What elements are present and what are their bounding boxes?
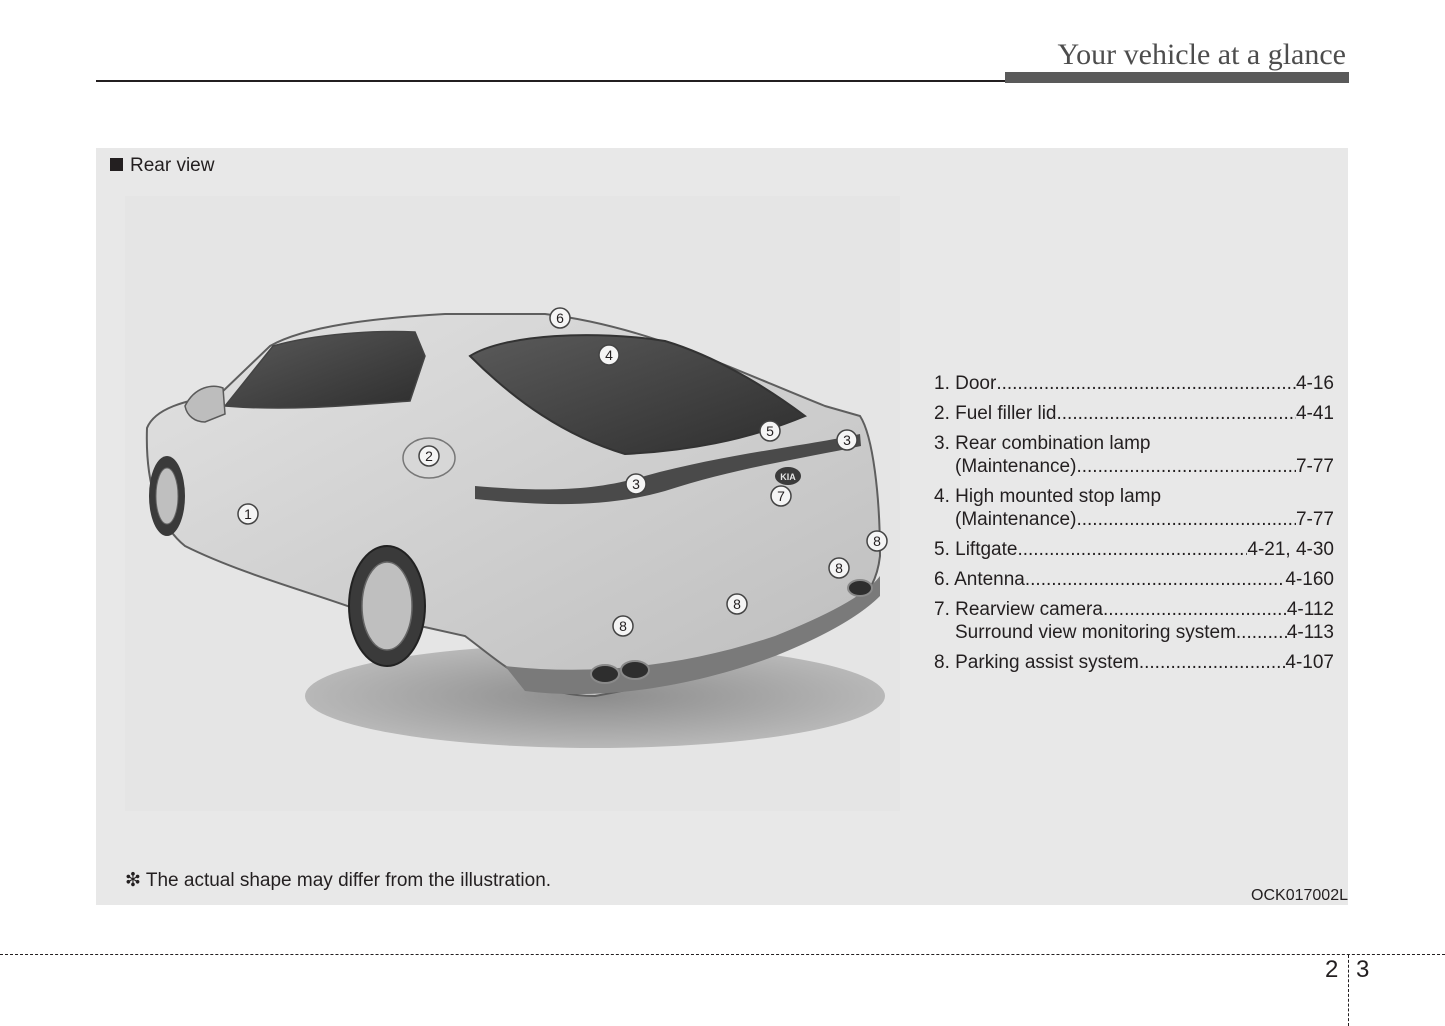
legend-label: 7. Rearview camera — [934, 599, 1103, 620]
callout-1 — [238, 504, 258, 524]
legend-item-rearview-camera — [934, 598, 1334, 644]
leader-dots — [1076, 455, 1296, 478]
legend-line — [934, 538, 1334, 561]
brand-badge-text: KIA — [780, 472, 796, 482]
legend-line — [934, 485, 1334, 508]
svg-text:5: 5 — [766, 423, 774, 439]
exhaust-left-2 — [621, 661, 649, 679]
leader-dots — [1139, 651, 1286, 674]
chapter-number: 2 — [1325, 956, 1339, 983]
legend-line — [934, 651, 1334, 674]
legend-page-ref: 4-16 — [1295, 373, 1334, 394]
legend-line — [934, 432, 1334, 455]
side-windows — [225, 332, 425, 409]
svg-text:3: 3 — [843, 432, 851, 448]
car-illustration-svg — [125, 196, 900, 811]
callout-3a — [626, 474, 646, 494]
legend-item-rear-combination-lamp — [934, 432, 1334, 478]
svg-text:2: 2 — [425, 448, 433, 464]
legend-label: (Maintenance) — [955, 509, 1077, 530]
svg-text:8: 8 — [835, 560, 843, 576]
svg-text:8: 8 — [733, 596, 741, 612]
legend-label: 5. Liftgate — [934, 539, 1018, 560]
svg-text:1: 1 — [244, 506, 252, 522]
illustration-disclaimer: ❇ The actual shape may differ from the illustration. — [125, 870, 552, 891]
header-rule-accent — [1005, 72, 1349, 83]
svg-text:4: 4 — [605, 347, 613, 363]
leader-dots — [1103, 598, 1287, 621]
callout-4 — [599, 345, 619, 365]
page-number: 3 — [1356, 956, 1370, 983]
exhaust-left-1 — [591, 665, 619, 683]
section-heading — [110, 155, 214, 177]
leader-dots — [1025, 568, 1286, 591]
callout-8d — [867, 531, 887, 551]
legend-label: 1. Door — [934, 373, 997, 394]
image-code: OCK017002L — [1251, 887, 1348, 904]
legend-label: Surround view monitoring system — [955, 622, 1236, 643]
legend-item-door — [934, 372, 1334, 395]
svg-text:8: 8 — [873, 533, 881, 549]
legend-label: 8. Parking assist system — [934, 652, 1139, 673]
leader-dots — [1017, 538, 1247, 561]
svg-text:3: 3 — [632, 476, 640, 492]
callout-6 — [550, 308, 570, 328]
legend-page-ref: 4-41 — [1295, 403, 1334, 424]
svg-text:7: 7 — [777, 488, 785, 504]
bullet-square-icon — [110, 158, 123, 171]
legend-page-ref: 4-112 — [1286, 599, 1334, 620]
rear-wheel-rim — [362, 562, 412, 650]
callout-8c — [829, 558, 849, 578]
content-panel — [96, 148, 1348, 905]
legend-label: 2. Fuel filler lid — [934, 403, 1057, 424]
callout-5 — [760, 421, 780, 441]
component-legend — [934, 372, 1334, 681]
legend-item-antenna — [934, 568, 1334, 591]
legend-line — [934, 372, 1334, 395]
callout-3b — [837, 430, 857, 450]
legend-page-ref: 4-21, 4-30 — [1247, 539, 1334, 560]
callout-2 — [419, 446, 439, 466]
svg-text:8: 8 — [619, 618, 627, 634]
page-number-divider — [1348, 955, 1349, 1026]
footer-divider — [0, 954, 1445, 955]
header-rule — [96, 80, 1006, 82]
legend-page-ref: 4-160 — [1285, 569, 1334, 590]
leader-dots — [996, 372, 1296, 395]
legend-item-fuel-filler-lid — [934, 402, 1334, 425]
exhaust-right — [848, 580, 872, 596]
legend-label: 4. High mounted stop lamp — [934, 486, 1162, 507]
legend-line — [934, 508, 1334, 531]
legend-line — [934, 568, 1334, 591]
section-heading-text: Rear view — [130, 155, 215, 176]
legend-line — [934, 598, 1334, 621]
legend-page-ref: 7-77 — [1295, 456, 1334, 477]
front-wheel-rim — [156, 468, 178, 524]
callout-8b — [727, 594, 747, 614]
legend-item-high-mounted-stop-lamp — [934, 485, 1334, 531]
legend-page-ref: 7-77 — [1295, 509, 1334, 530]
legend-label: (Maintenance) — [955, 456, 1077, 477]
legend-line — [934, 455, 1334, 478]
page-header-title: Your vehicle at a glance — [1057, 38, 1346, 71]
legend-line — [934, 621, 1334, 644]
legend-line — [934, 402, 1334, 425]
legend-label: 6. Antenna — [934, 569, 1025, 590]
vehicle-rear-view-illustration — [125, 196, 900, 811]
leader-dots — [1236, 621, 1287, 644]
callout-7 — [771, 486, 791, 506]
leader-dots — [1076, 508, 1296, 531]
svg-text:6: 6 — [556, 310, 564, 326]
legend-page-ref: 4-113 — [1286, 622, 1334, 643]
legend-item-parking-assist-system — [934, 651, 1334, 674]
legend-item-liftgate — [934, 538, 1334, 561]
legend-label: 3. Rear combination lamp — [934, 433, 1151, 454]
side-mirror — [185, 386, 225, 422]
legend-page-ref: 4-107 — [1285, 652, 1334, 673]
leader-dots — [1057, 402, 1296, 425]
callout-8a — [613, 616, 633, 636]
